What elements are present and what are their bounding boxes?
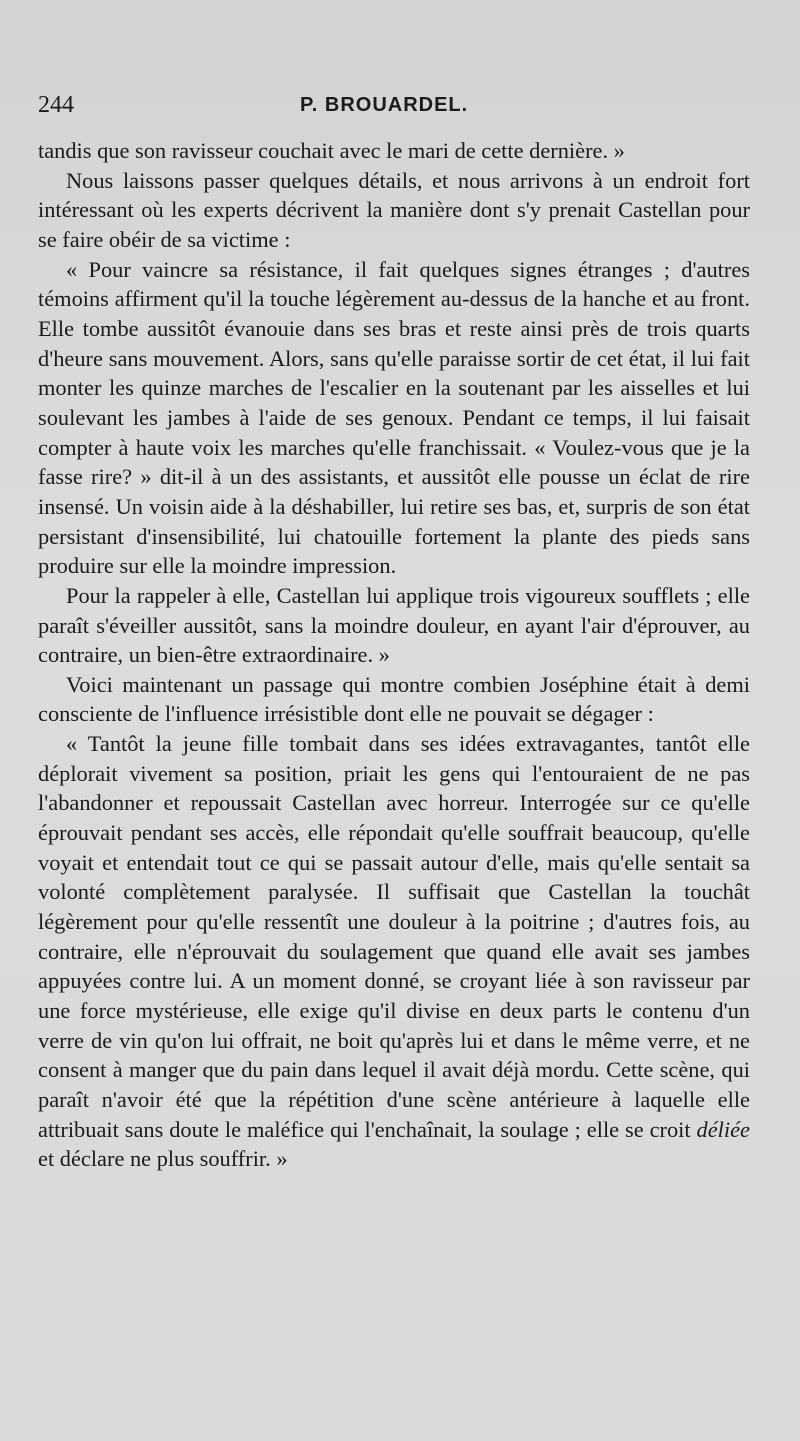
paragraph-4: Pour la rappeler à elle, Castellan lui applique trois vigoureux soufflets ; elle paraît s'éveiller aussitôt, sans la moindre douleur, en ayant l'air d'éprouver, au contraire, un bien-être extraordinaire. » [38, 582, 750, 668]
paragraph-3: « Pour vaincre sa résistance, il fait quelques signes étranges ; d'autres témoins affirment qu'il la touche légèrement au-dessus de la hanche et au front. Elle tombe aussitôt évanouie dans ses bras et reste ainsi près de trois quarts d'heure sans mouvement. Alors, sans qu'elle paraisse sortir de cet état, il lui fait monter les quinze marches de l'escalier en la soutenant par les aisselles et lui soulevant les jambes à l'aide de ses genoux. Pendant ce temps, il lui faisait compter à haute voix les marches qu'elle franchissait. « Voulez-vous que je la fasse rire? » dit-il à un des assistants, et aussitôt elle pousse un éclat de rire insensé. Un voisin aide à la déshabiller, lui retire ses bas, et, surpris de son état persistant d'insensibilité, lui chatouille fortement la plante des pieds sans produire sur elle la moindre impression. [38, 256, 750, 579]
paragraph-6-end: et déclare ne plus souffrir. » [38, 1146, 288, 1172]
paragraph-2: Nous laissons passer quelques détails, et nous arrivons à un endroit fort intéressant où les experts décrivent la manière dont s'y prenait Castellan pour se faire obéir de sa victime : [38, 167, 750, 252]
body-text [38, 136, 750, 1174]
paragraph-6 [38, 729, 750, 1174]
paragraph-6-text: « Tantôt la jeune fille tombait dans ses idées extravagantes, tantôt elle déplorait vivement sa position, priait les gens qui l'entouraient de ne pas l'abandonner et repoussait Castellan avec horreur. Interrogée sur ce qu'elle éprouvait pendant ses accès, elle répondait qu'elle souffrait beaucoup, qu'elle voyait et entendait tout ce qui se passait autour d'elle, mais qu'elle sentait sa volonté complètement paralysée. Il suffisait que Castellan la touchât légèrement pour qu'elle ressentît une douleur à la poitrine ; d'autres fois, au contraire, elle n'éprouvait du soulagement que quand elle avait ses jambes appuyées contre lui. A un moment donné, se croyant liée à son ravisseur par une force mystérieuse, elle exige qu'il divise en deux parts le contenu d'un verre de vin qu'on lui offrait, ne boit qu'après lui et dans le même verre, et ne consent à manger que du pain dans lequel il avait déjà mordu. Cette scène, qui paraît n'avoir été que la répétition d'une scène antérieure à laquelle elle attribuait sans doute le maléfice qui l'enchaînait, la soulage ; elle se croit [38, 731, 750, 1142]
page-header [38, 92, 750, 128]
page-number: 244 [38, 92, 74, 118]
running-head: P. BROUARDEL. [300, 94, 469, 116]
paragraph-1: tandis que son ravisseur couchait avec le mari de cette dernière. » [38, 138, 625, 163]
paragraph-5: Voici maintenant un passage qui montre combien Joséphine était à demi consciente de l'influence irrésistible dont elle ne pouvait se dégager : [38, 671, 750, 727]
italic-word: déliée [696, 1116, 750, 1142]
